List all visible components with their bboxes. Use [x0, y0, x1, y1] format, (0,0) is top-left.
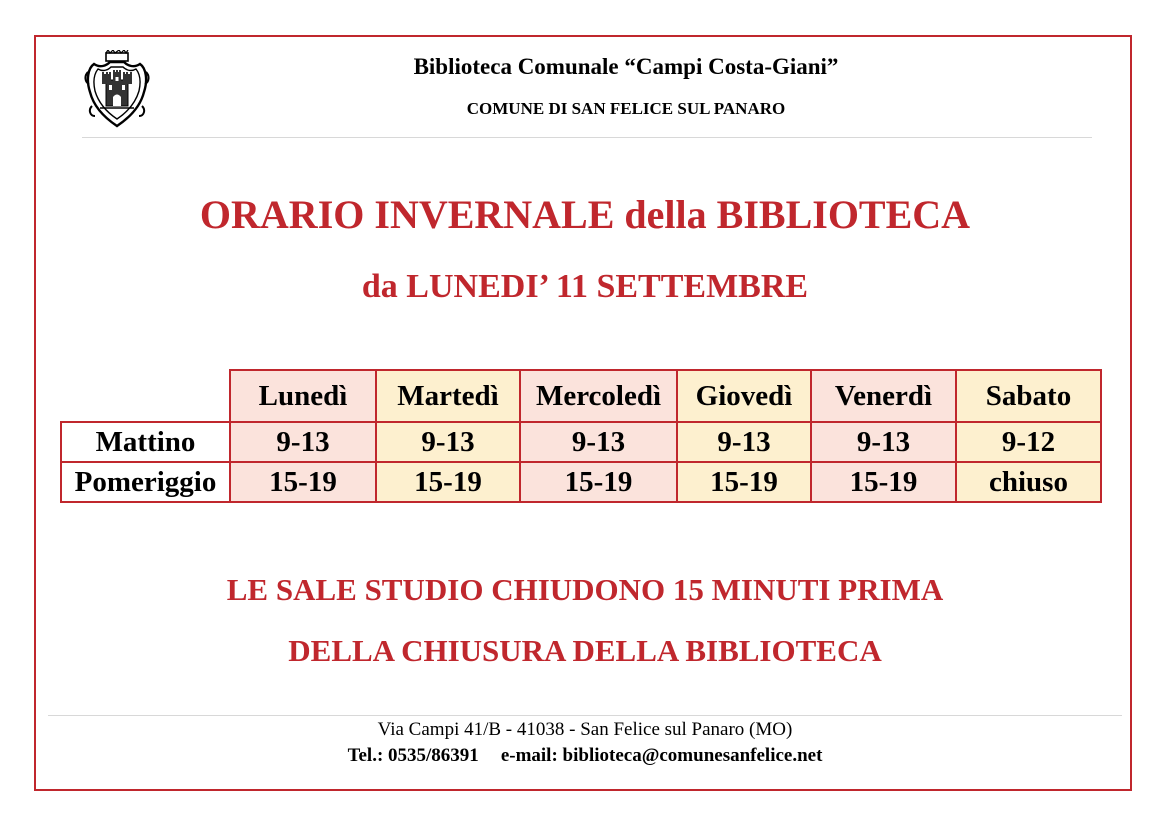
hours-cell: 15-19	[520, 462, 677, 502]
hours-cell: 9-13	[376, 422, 520, 462]
hours-cell: 15-19	[230, 462, 376, 502]
hours-cell: 15-19	[677, 462, 811, 502]
table-row	[61, 462, 1101, 502]
hours-cell: 15-19	[376, 462, 520, 502]
day-header: Sabato	[956, 370, 1101, 422]
row-label: Mattino	[61, 422, 230, 462]
day-header: Lunedì	[230, 370, 376, 422]
municipality-name: COMUNE DI SAN FELICE SUL PANARO	[466, 99, 786, 118]
table-row	[61, 422, 1101, 462]
start-date: da LUNEDI’ 11 SETTEMBRE	[361, 268, 809, 305]
day-header: Mercoledì	[520, 370, 677, 422]
day-header: Giovedì	[677, 370, 811, 422]
phone-number: Tel.: 0535/86391	[347, 745, 479, 766]
schedule-table	[60, 369, 1102, 503]
footer-divider	[48, 715, 1122, 716]
hours-cell: 9-13	[520, 422, 677, 462]
footer-address: Via Campi 41/B - 41038 - San Felice sul Panaro (MO)	[377, 719, 793, 740]
page-title: ORARIO INVERNALE della BIBLIOTECA	[199, 192, 971, 237]
hours-cell: 9-13	[677, 422, 811, 462]
coat-of-arms-icon	[84, 50, 150, 130]
email-address[interactable]: e-mail: biblioteca@comunesanfelice.net	[500, 745, 823, 766]
hours-cell: 9-13	[230, 422, 376, 462]
library-name: Biblioteca Comunale “Campi Costa-Giani”	[413, 54, 839, 79]
row-label: Pomeriggio	[61, 462, 230, 502]
hours-cell: 9-13	[811, 422, 956, 462]
header-divider	[82, 137, 1092, 138]
day-header: Venerdì	[811, 370, 956, 422]
hours-cell: chiuso	[956, 462, 1101, 502]
day-header: Martedì	[376, 370, 520, 422]
hours-cell: 9-12	[956, 422, 1101, 462]
day-header-row	[61, 370, 1101, 422]
study-room-notice: DELLA CHIUSURA DELLA BIBLIOTECA	[288, 633, 882, 668]
hours-cell: 15-19	[811, 462, 956, 502]
corner-cell	[61, 370, 230, 422]
study-room-notice: LE SALE STUDIO CHIUDONO 15 MINUTI PRIMA	[226, 572, 944, 607]
footer-contact	[40, 745, 1130, 767]
